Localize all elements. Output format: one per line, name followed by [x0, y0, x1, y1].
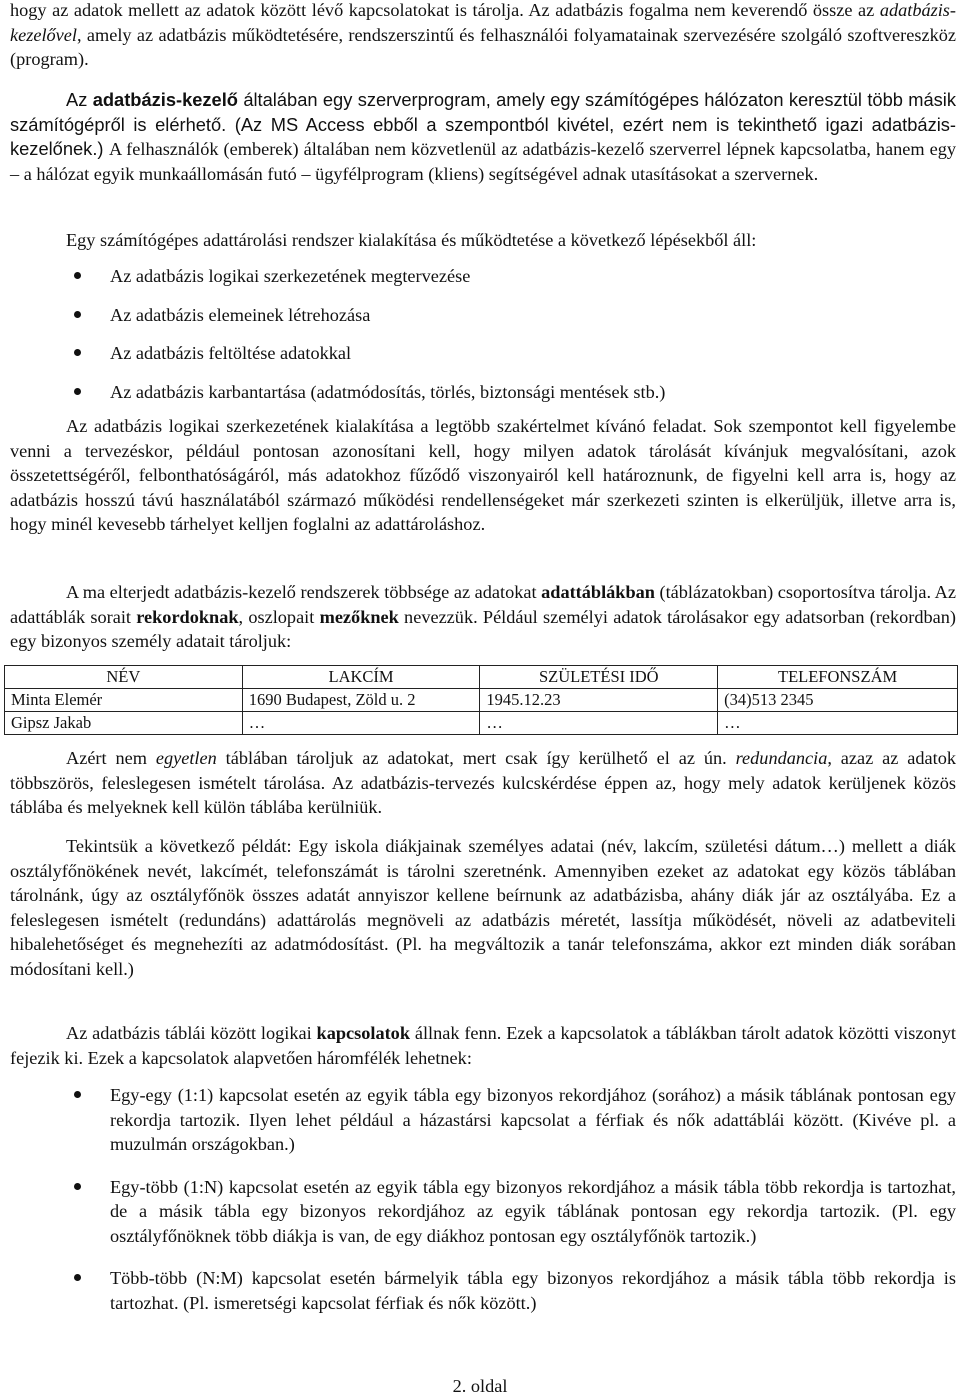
column-header: NÉV [5, 666, 243, 689]
table-cell: Minta Elemér [5, 689, 243, 712]
table-cell: … [480, 712, 718, 735]
table-cell: (34)513 2345 [718, 689, 958, 712]
column-header: LAKCÍM [242, 666, 480, 689]
paragraph-steps-intro: Egy számítógépes adattárolási rendszer kialakítása és működtetése a következő lépésekből áll: [66, 230, 757, 250]
person-table [4, 665, 958, 735]
table-cell: 1690 Budapest, Zöld u. 2 [242, 689, 480, 712]
list-item: Egy-több (1:N) kapcsolat esetén az egyik tábla egy bizonyos rekordjához a másik tábla több rekordja is tartozhat, de a másik tábla egy bizonyos rekordjához az egyik táblának pontosan egy rekordja tartozik. (Pl. egy osztályfőnöknek több diákja is van, de egy diákhoz pontosan egy osztályfőnök tartozik.) [10, 1175, 956, 1249]
table-row [5, 712, 958, 735]
table-header-row [5, 666, 958, 689]
paragraph-example: Tekintsük a következő példát: Egy iskola diákjainak személyes adatai (név, lakcím, születési dátum…) mellett a diák osztályfőnökének nevét, lakcímét, telefonszámát is tárolni szeretnénk. Amennyiben ezeket az adatokat egy közös táblában tárolnánk, úgy az osztályfőnök összes adatát annyiszor kellene beírnunk az adatbázisba, ahány diák jár az osztályába. Ez a feleslegesen ismételt (redundáns) adattárolás megnöveli az adatbázis méretét, lassítja működését, növeli az adatbeviteli hibalehetőséget és megnehezíti az adatmódosítást. (Pl. ha megváltozik a tanár telefonszáma, akkor ezt minden diák sorában módosítani kell.) [10, 836, 956, 979]
bullet-icon [74, 1183, 81, 1190]
column-header: SZÜLETÉSI IDŐ [480, 666, 718, 689]
paragraph-relations: Az adatbázis táblái között logikai kapcsolatok állnak fenn. Ezek a kapcsolatok a táblákban tárolt adatok közötti viszonyt fejezik ki. Ezek a kapcsolatok alapvetően háromfélék lehetnek: [10, 1023, 956, 1068]
page-number: 2. oldal [452, 1376, 508, 1396]
paragraph-logical-design: Az adatbázis logikai szerkezetének kialakítása a legtöbb szakértelmet kívánó feladat. Sok szempontot kell figyelembe venni a tervezéskor, például pontosan azonosítani kell, hogy milyen adatok tárolását kívánjuk megvalósítani, azok összetettségéről, felbonthatóságáról, más adatokhoz fűződő viszonyairól kell határoznunk, de figyelni kell arra is, hogy az adatbázis hosszú távú használatából származó működési rendellenségeket már szerkezeti szinten is elkerüljük, illetve arra is, hogy minél kevesebb tárhelyet kelljen foglalni az adattároláshoz. [10, 416, 956, 534]
table-cell: 1945.12.23 [480, 689, 718, 712]
table-cell: Gipsz Jakab [5, 712, 243, 735]
bullet-icon [74, 1091, 81, 1098]
table-row [5, 689, 958, 712]
bullet-icon [74, 388, 81, 395]
bullet-icon [74, 1274, 81, 1281]
bullet-icon [74, 272, 81, 279]
list-item: Az adatbázis karbantartása (adatmódosítás, törlés, biztonsági mentések stb.) [10, 380, 956, 405]
paragraph-redundancy: Azért nem egyetlen táblában tároljuk az adatokat, mert csak így kerülhető el az ún. redundancia, azaz az adatok többszörös, feleslegesen ismételt tárolása. Az adatbázis-tervezés kulcskérdése éppen az, hogy mely adatok kerüljenek közös táblába és melyeknek kell külön táblába kerülniük. [10, 748, 956, 817]
paragraph-db-concept: hogy az adatok mellett az adatok között lévő kapcsolatokat is tárolja. Az adatbázis fogalma nem keverendő össze az adatbázis-kezelővel, amely az adatbázis működtetésére, rendszerszintű és felhasználói folyamatainak szervezésére szolgáló szoftvereszköz (program). [10, 0, 956, 69]
relations-list [10, 1083, 956, 1315]
steps-list [10, 264, 956, 404]
table-cell: … [242, 712, 480, 735]
column-header: TELEFONSZÁM [718, 666, 958, 689]
list-item: Az adatbázis logikai szerkezetének megtervezése [10, 264, 956, 289]
paragraph-db-manager: Az adatbázis-kezelő általában egy szerverprogram, amely egy számítógépes hálózaton keresztül több másik számítógépről is elérhető. (Az MS Access ebből a szempontból kivétel, ezért nem is tekinthető igazi adatbázis-kezelőnek.) A felhasználók (emberek) általában nem közvetlenül az adatbázis-kezelő szerverrel lépnek kapcsolatba, hanem egy – a hálózat egyik munkaállomásán futó – ügyfélprogram (kliens) segítségével adnak utasításokat a szervernek. [10, 89, 956, 184]
paragraph-tables: A ma elterjedt adatbázis-kezelő rendszerek többsége az adatokat adattáblákban (táblázatokban) csoportosítva tárolja. Az adattáblák sorait rekordoknak, oszlopait mezőknek nevezzük. Például személyi adatok tárolásakor egy adatsorban (rekordban) egy bizonyos személy adatait tároljuk: [10, 582, 956, 651]
list-item: Az adatbázis elemeinek létrehozása [10, 303, 956, 328]
table-cell: … [718, 712, 958, 735]
bullet-icon [74, 349, 81, 356]
list-item: Az adatbázis feltöltése adatokkal [10, 341, 956, 366]
bullet-icon [74, 311, 81, 318]
list-item: Több-több (N:M) kapcsolat esetén bármelyik tábla egy bizonyos rekordjához a másik tábla több rekordja is tartozhat. (Pl. ismeretségi kapcsolat férfiak és nők között.) [10, 1266, 956, 1315]
list-item: Egy-egy (1:1) kapcsolat esetén az egyik tábla egy bizonyos rekordjához (sorához) a másik táblának pontosan egy rekordja tartozik. Ilyen lehet például a házastársi kapcsolat a férfiak és nők adattáblái között. (Kivéve pl. a muzulmán országokban.) [10, 1083, 956, 1157]
